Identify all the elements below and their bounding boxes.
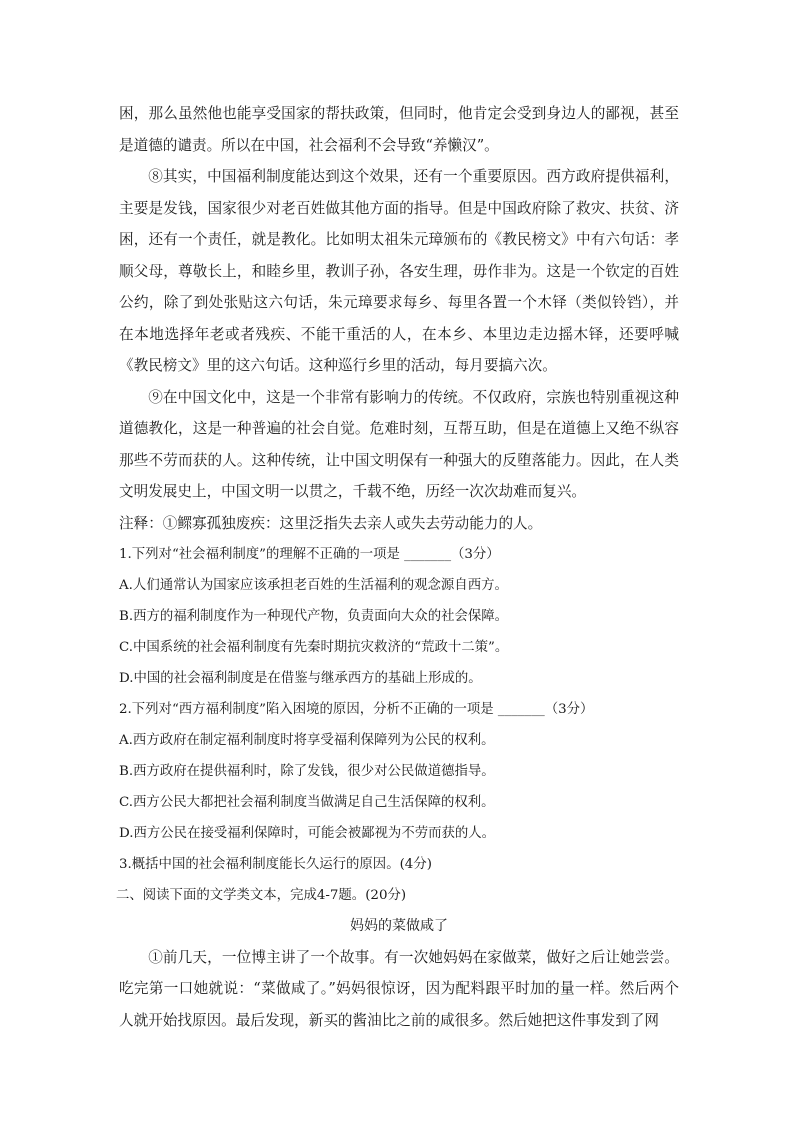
question-1-option-b: B.西方的福利制度作为一种现代产物，负责面向大众的社会保障。	[119, 608, 509, 624]
question-1-option-d: D.中国的社会福利制度是在借鉴与继承西方的基础上形成的。	[119, 670, 482, 686]
annotation-note: 注释：①鳏寡孤独废疾：这里泛指失去亲人或失去劳动能力的人。	[119, 514, 543, 532]
question-2	[119, 694, 679, 849]
question-3: 3.概括中国的社会福利制度能长久运行的原因。(4分)	[119, 856, 432, 872]
question-2-option-b: B.西方政府在提供福利时，除了发钱，很少对公民做道德指导。	[119, 763, 495, 779]
story-title: 妈妈的菜做咸了	[350, 917, 448, 934]
question-2-option-c: C.西方公民大都把社会福利制度当做满足自己生活保障的权利。	[119, 794, 495, 810]
continued-paragraph: 困，那么虽然他也能享受国家的帮扶政策，但同时，他肯定会受到身边人的鄙视，甚至是道德的谴责。所以在中国，社会福利不会导致“养懒汉”。	[119, 105, 679, 154]
story-paragraph-1: ①前几天，一位博主讲了一个故事。有一次她妈妈在家做菜，做好之后让她尝尝。吃完第一口她就说：“菜做咸了。”妈妈很惊讶，因为配料跟平时加的量一样。然后两个人就开始找原因。最后发现，新买的酱油比之前的咸很多。然后她把这件事发到了网	[119, 948, 679, 1029]
question-1-option-a: A.人们通常认为国家应该承担老百姓的生活福利的观念源自西方。	[119, 577, 508, 593]
question-2-stem: 2.下列对“西方福利制度”陷入困境的原因，分析不正确的一项是 _______（3分）	[119, 701, 594, 717]
question-1-option-c: C.中国系统的社会福利制度有先秦时期抗灾救济的“荒政十二策”。	[119, 639, 509, 655]
question-2-option-a: A.西方政府在制定福利制度时将享受福利保障列为公民的权利。	[119, 732, 495, 748]
question-2-option-d: D.西方公民在接受福利保障时，可能会被鄙视为不劳而获的人。	[119, 825, 496, 841]
question-1-stem: 1.下列对“社会福利制度”的理解不正确的一项是 _______（3分）	[119, 546, 500, 562]
section-2-heading: 二、阅读下面的文学类文本，完成4-7题。(20分)	[116, 887, 407, 903]
paragraph-8: ⑧其实，中国福利制度能达到这个效果，还有一个重要原因。西方政府提供福利，主要是发钱，国家很少对老百姓做其他方面的指导。但是中国政府除了救灾、扶贫、济困，还有一个责任，就是教化。比如明太祖朱元璋颁布的《教民榜文》中有六句话：孝顺父母，尊敬长上，和睦乡里，教训子孙，各安生理，毋作非为。这是一个钦定的百姓公约，除了到处张贴这六句话，朱元璋要求每乡、每里各置一个木铎（类似铃铛），并在本地选择年老或者残疾、不能干重活的人，在本乡、本里边走边摇木铎，还要呼喊《教民榜文》里的这六句话。这种巡行乡里的活动，每月要搞六次。	[119, 168, 679, 374]
paragraph-9: ⑨在中国文化中，这是一个非常有影响力的传统。不仅政府，宗族也特别重视这种道德教化，这是一种普遍的社会自觉。危难时刻，互帮互助，但是在道德上又绝不纵容那些不劳而获的人。这种传统，让中国文明保有一种强大的反堕落能力。因此，在人类文明发展史上，中国文明一以贯之，千载不绝，历经一次次劫难而复兴。	[119, 388, 679, 500]
page-content	[116, 98, 679, 1036]
question-1	[119, 539, 679, 694]
